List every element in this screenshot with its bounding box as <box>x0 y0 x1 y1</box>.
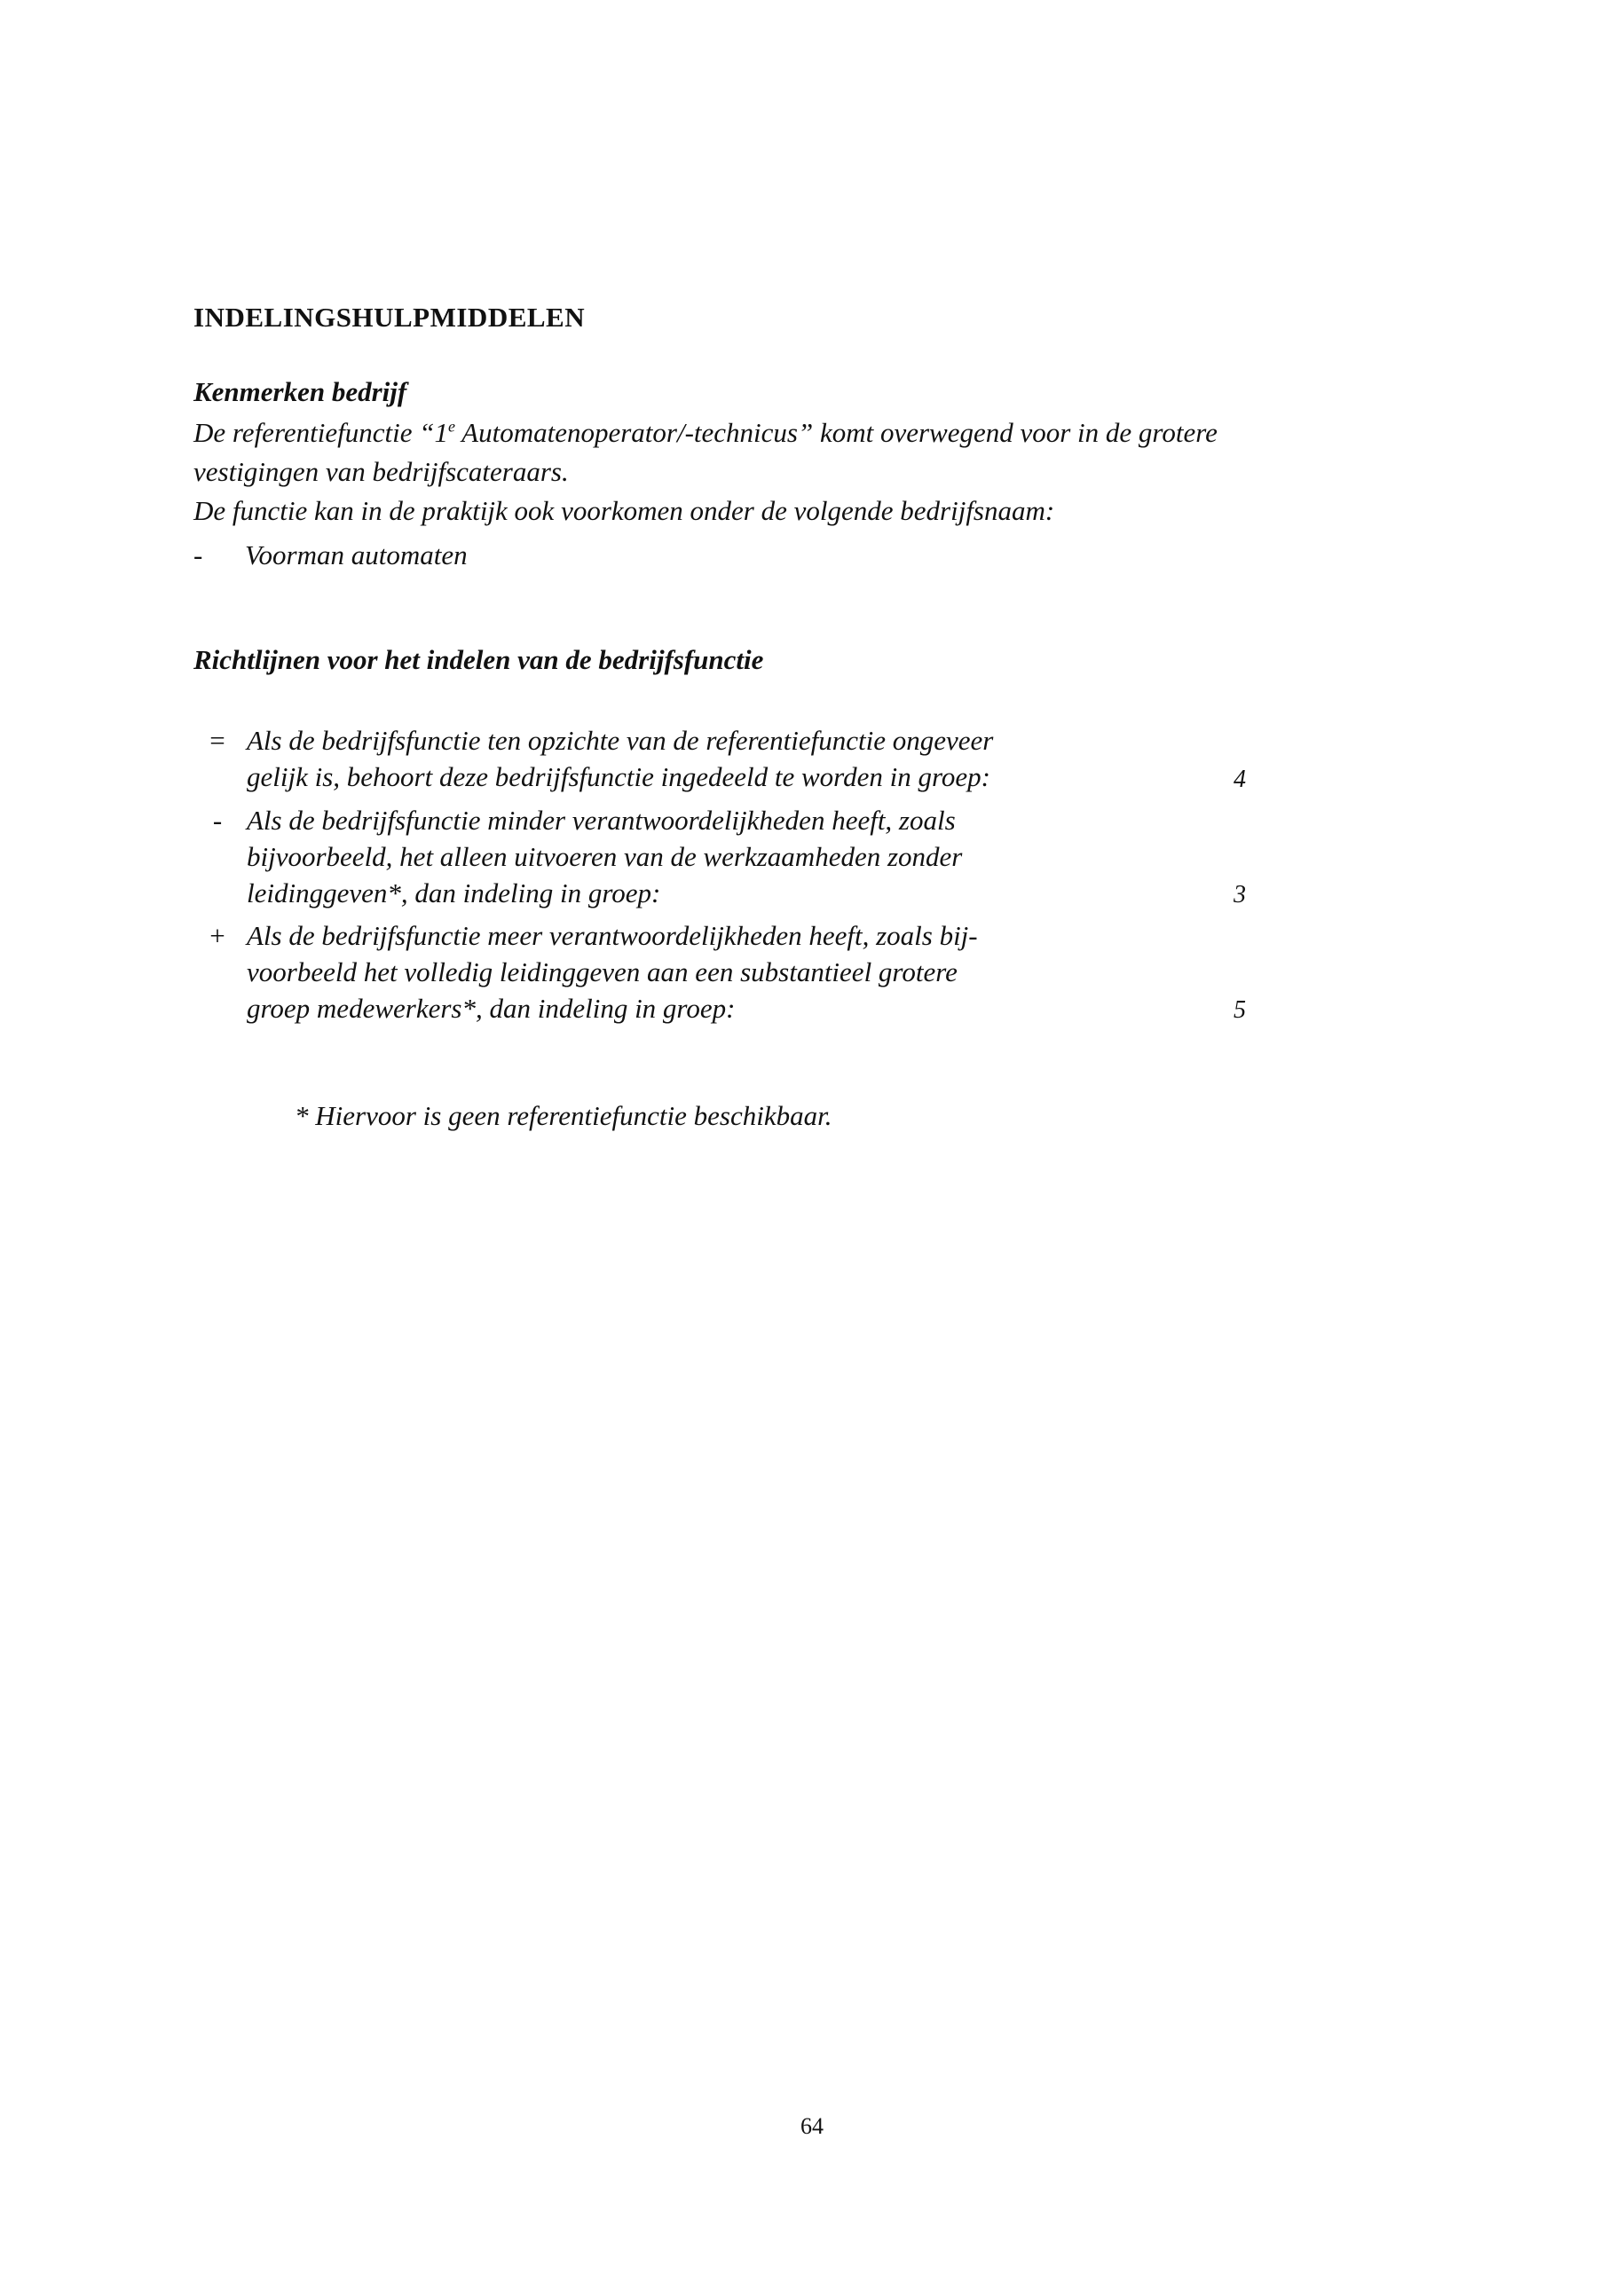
equal-symbol: = <box>209 725 225 756</box>
criterion-line: gelijk is, behoort deze bedrijfsfunctie ingedeeld te worden in groep: <box>247 761 990 792</box>
criterion-line: Als de bedrijfsfunctie minder verantwoordelijkheden heeft, zoals <box>247 805 956 836</box>
section-title-kenmerken: Kenmerken bedrijf <box>193 376 407 407</box>
criterion-line: voorbeeld het volledig leidinggeven aan een substantieel grotere <box>247 956 958 987</box>
criterion-line: Als de bedrijfsfunctie ten opzichte van de referentiefunctie ongeveer <box>247 725 994 756</box>
kenmerken-line-1 <box>193 413 1391 452</box>
criterion-line: groep medewerkers*, dan indeling in groep: <box>247 993 736 1024</box>
group-number: 5 <box>1234 996 1246 1024</box>
plus-symbol: + <box>209 920 225 951</box>
criterion-plus <box>204 917 1269 1027</box>
criterion-text <box>247 802 962 911</box>
kenmerken-line-1-end: Automatenoperator/-technicus” komt overwegend voor in de grotere <box>454 417 1218 448</box>
page-heading: INDELINGSHULPMIDDELEN <box>193 302 586 333</box>
kenmerken-paragraph <box>193 413 1391 531</box>
footnote: * Hiervoor is geen referentiefunctie beschikbaar. <box>295 1100 832 1131</box>
section-title-richtlijnen: Richtlijnen voor het indelen van de bedrijfsfunctie <box>193 644 764 675</box>
page-number: 64 <box>800 2113 824 2139</box>
dash-marker: - <box>193 539 203 570</box>
superscript-e: e <box>447 417 455 436</box>
kenmerken-line-3: De functie kan in de praktijk ook voorkomen onder de volgende bedrijfsnaam: <box>193 495 1055 526</box>
kenmerken-line-2: vestigingen van bedrijfscateraars. <box>193 456 569 487</box>
criterion-line: leidinggeven*, dan indeling in groep: <box>247 877 661 908</box>
criterion-minus <box>204 802 1269 912</box>
group-number: 4 <box>1234 766 1246 793</box>
criterion-text <box>247 917 978 1026</box>
criterion-line: bijvoorbeeld, het alleen uitvoeren van de werkzaamheden zonder <box>247 841 963 872</box>
kenmerken-line-1-start: De referentiefunctie “1 <box>193 417 448 448</box>
criterion-text <box>247 722 993 795</box>
alt-name-text: Voorman automaten <box>245 539 468 570</box>
group-number: 3 <box>1234 881 1246 908</box>
criterion-equal <box>204 722 1269 797</box>
alt-name-item <box>193 536 468 575</box>
minus-symbol: - <box>212 805 223 836</box>
criterion-line: Als de bedrijfsfunctie meer verantwoordelijkheden heeft, zoals bij- <box>247 920 978 951</box>
